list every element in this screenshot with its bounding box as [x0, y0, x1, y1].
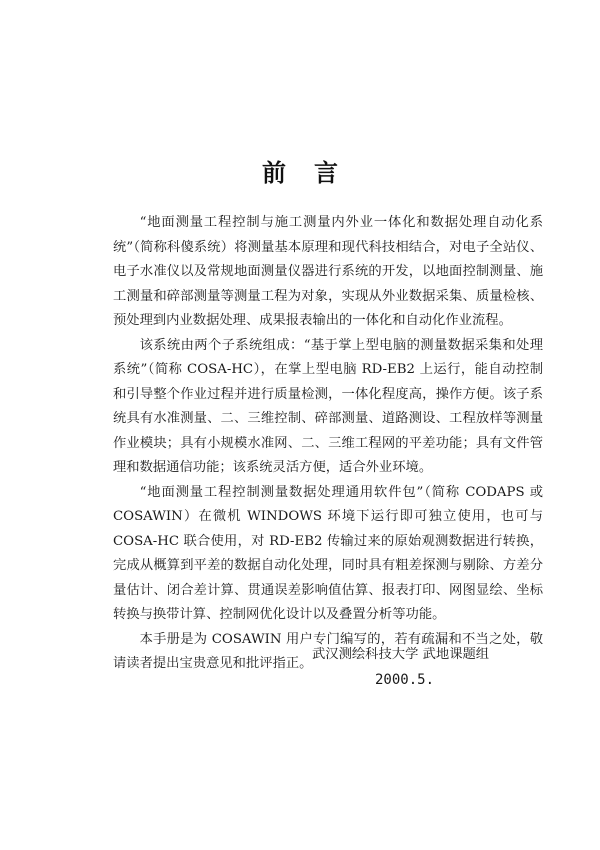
date: 2000.5. [375, 672, 435, 688]
page-title: 前言 [262, 159, 366, 187]
paragraph-system-overview: “地面测量工程控制与施工测量内外业一体化和数据处理自动化系统”（简称科傻系统）将测量基本原理和现代科技相结合，对电子全站仪、电子水准仪以及常规地面测量仪器进行系统的开发，以地面控制测量、施工测量和碎部测量等测量工程为对象，实现从外业数据采集、质量检核、预处理到内业数据处理、成果报表输出的一体化和自动化作业流程。 [113, 215, 543, 328]
paragraph-codaps: “地面测量工程控制测量数据处理通用软件包”（简称 CODAPS 或 COSAWIN）在微机 WINDOWS 环境下运行即可独立使用，也可与 COSA-HC 联合使用，对 RD-EB2 传输过来的原始观测数据进行转换，完成从概算到平差的数据自动化处理，同时具有粗差探测与剔除、方差分量估计、闭合差计算、贯通误差影响值估算、报表打印、网图显绘、坐标转换与换带计算、控制网优化设计以及叠置分析等功能。 [113, 484, 543, 622]
signature: 武汉测绘科技大学 武地课题组 [312, 647, 490, 662]
paragraph-manual-note: 本手册是为 COSAWIN 用户专门编写的，若有疏漏和不当之处，敬请读者提出宝贵意见和批评指正。 [113, 631, 543, 671]
paragraph-cosa-hc: 该系统由两个子系统组成：“基于掌上型电脑的测量数据采集和处理系统”（简称 COSA-HC），在掌上型电脑 RD-EB2 上运行，能自动控制和引导整个作业过程并进行质量检测，一体化程度高，操作方便。该子系统具有水准测量、二、三维控制、碎部测量、道路测设、工程放样等测量作业模块；具有小规模水准网、二、三维工程网的平差功能；具有文件管理和数据通信功能；该系统灵活方便，适合外业环境。 [113, 337, 543, 475]
preface-body [113, 211, 543, 677]
